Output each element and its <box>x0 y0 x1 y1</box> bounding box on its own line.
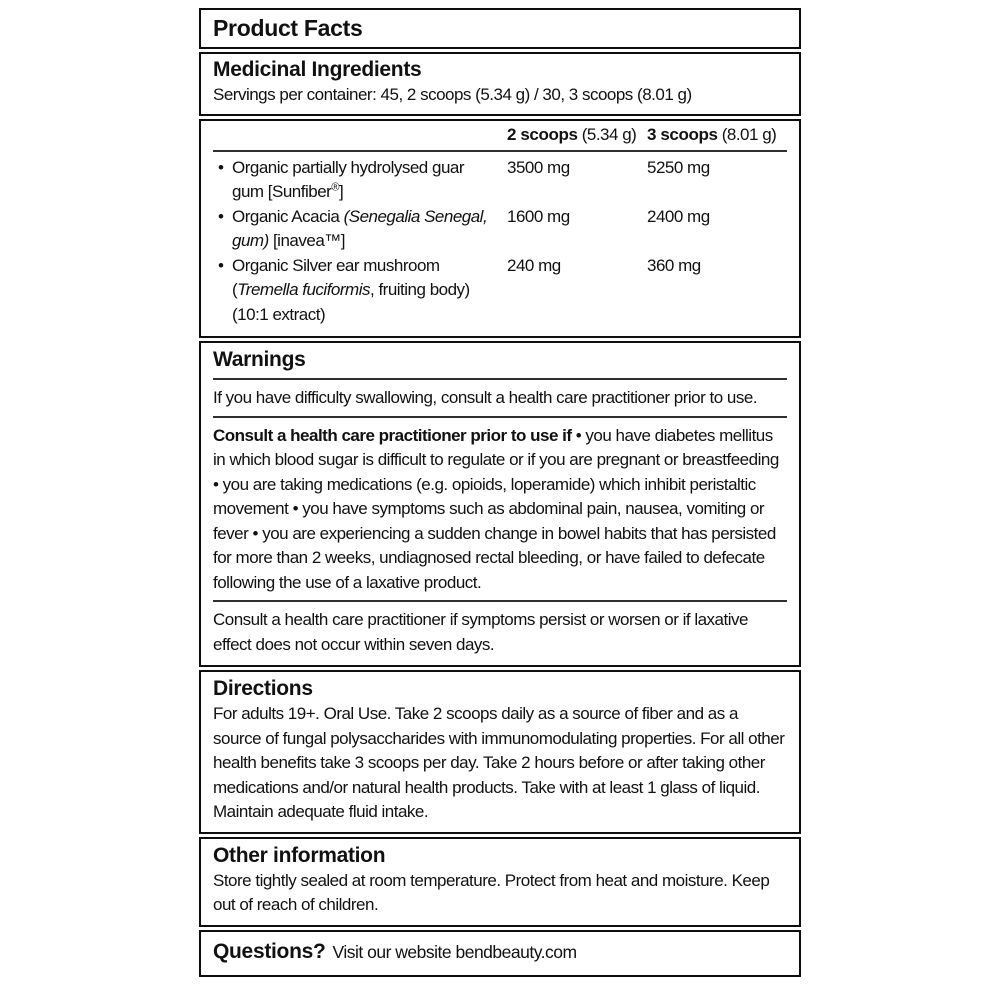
ingredient-name: • Organic Acacia (Senegalia Senegal, gum) [inavea™] <box>218 206 488 250</box>
warnings-paragraph-2 <box>213 424 787 596</box>
other-information-body: Store tightly sealed at room temperature. Protect from heat and moisture. Keep out of reach of children. <box>213 870 770 914</box>
bullet-icon: • <box>218 255 224 275</box>
divider <box>213 378 787 380</box>
warnings-paragraph-2-lead: Consult a health care practitioner prior to use if <box>213 425 572 445</box>
directions-body: For adults 19+. Oral Use. Take 2 scoops daily as a source of fiber and as a source of fungal polysaccharides with immunomodulating properties. For all other health benefits take 3 scoops per day. Take 2 hours before or after taking other medications and/or natural health products. Take with at least 1 glass of liquid. Maintain adequate fluid intake. <box>213 704 785 821</box>
directions-heading: Directions <box>213 677 313 700</box>
amount-2-scoops: 240 mg <box>507 255 561 275</box>
column-header-3-scoops <box>647 124 787 146</box>
section-other-information <box>199 837 801 927</box>
panel-title: Product Facts <box>213 15 363 41</box>
questions-heading: Questions? <box>213 939 326 963</box>
product-facts-panel <box>199 8 801 980</box>
ingredient-name-column-header <box>213 124 507 146</box>
column-header-2-scoops-bold: 2 scoops <box>507 124 578 144</box>
section-medicinal-ingredients <box>199 52 801 116</box>
section-warnings <box>199 341 801 667</box>
questions-line <box>213 936 787 971</box>
column-header-2-scoops <box>507 124 647 146</box>
warnings-paragraph-3: Consult a health care practitioner if symptoms persist or worsen or if laxative effect does not occur within seven days. <box>213 610 748 654</box>
column-header-3-scoops-weight: (8.01 g) <box>717 124 777 144</box>
bullet-icon: • <box>218 157 224 177</box>
warnings-paragraph-2-rest: • you have diabetes mellitus in which blood sugar is difficult to regulate or if you are pregnant or breastfeeding • you are taking medications (e.g. opioids, loperamide) which inhibit peristaltic movement • you have symptoms such as abdominal pain, nausea, vomiting or fever • you are experiencing a sudden change in bowel habits that has persisted for more than 2 weeks, undiagnosed rectal bleeding, or have failed to defecate following the use of a laxative product. <box>213 425 779 592</box>
amount-3-scoops: 5250 mg <box>647 157 710 177</box>
amount-2-scoops: 1600 mg <box>507 206 570 226</box>
warnings-paragraph-1: If you have difficulty swallowing, consult a health care practitioner prior to use. <box>213 388 758 407</box>
warnings-heading: Warnings <box>213 348 306 371</box>
servings-per-container: Servings per container: 45, 2 scoops (5.34 g) / 30, 3 scoops (8.01 g) <box>213 85 692 104</box>
section-product-facts <box>199 8 801 49</box>
bullet-icon: • <box>218 206 224 226</box>
amount-3-scoops: 2400 mg <box>647 206 710 226</box>
section-ingredients-table <box>199 119 801 339</box>
questions-text: Visit our website bendbeauty.com <box>332 941 577 962</box>
amount-3-scoops: 360 mg <box>647 255 701 275</box>
ingredients-rows <box>213 156 787 328</box>
ingredient-name: • Organic partially hydrolysed guar gum [Sunfiber®] <box>218 157 465 201</box>
other-information-heading: Other information <box>213 843 386 867</box>
amount-2-scoops: 3500 mg <box>507 157 570 177</box>
column-header-3-scoops-bold: 3 scoops <box>647 124 718 144</box>
divider <box>213 416 787 418</box>
divider <box>213 600 787 602</box>
medicinal-ingredients-heading: Medicinal Ingredients <box>213 58 422 81</box>
ingredients-table-header <box>213 124 787 152</box>
section-questions <box>199 930 801 977</box>
section-directions <box>199 670 801 834</box>
ingredient-name: • Organic Silver ear mushroom (Tremella fuciformis, fruiting body) (10:1 extract) <box>218 255 470 324</box>
column-header-2-scoops-weight: (5.34 g) <box>577 124 637 144</box>
